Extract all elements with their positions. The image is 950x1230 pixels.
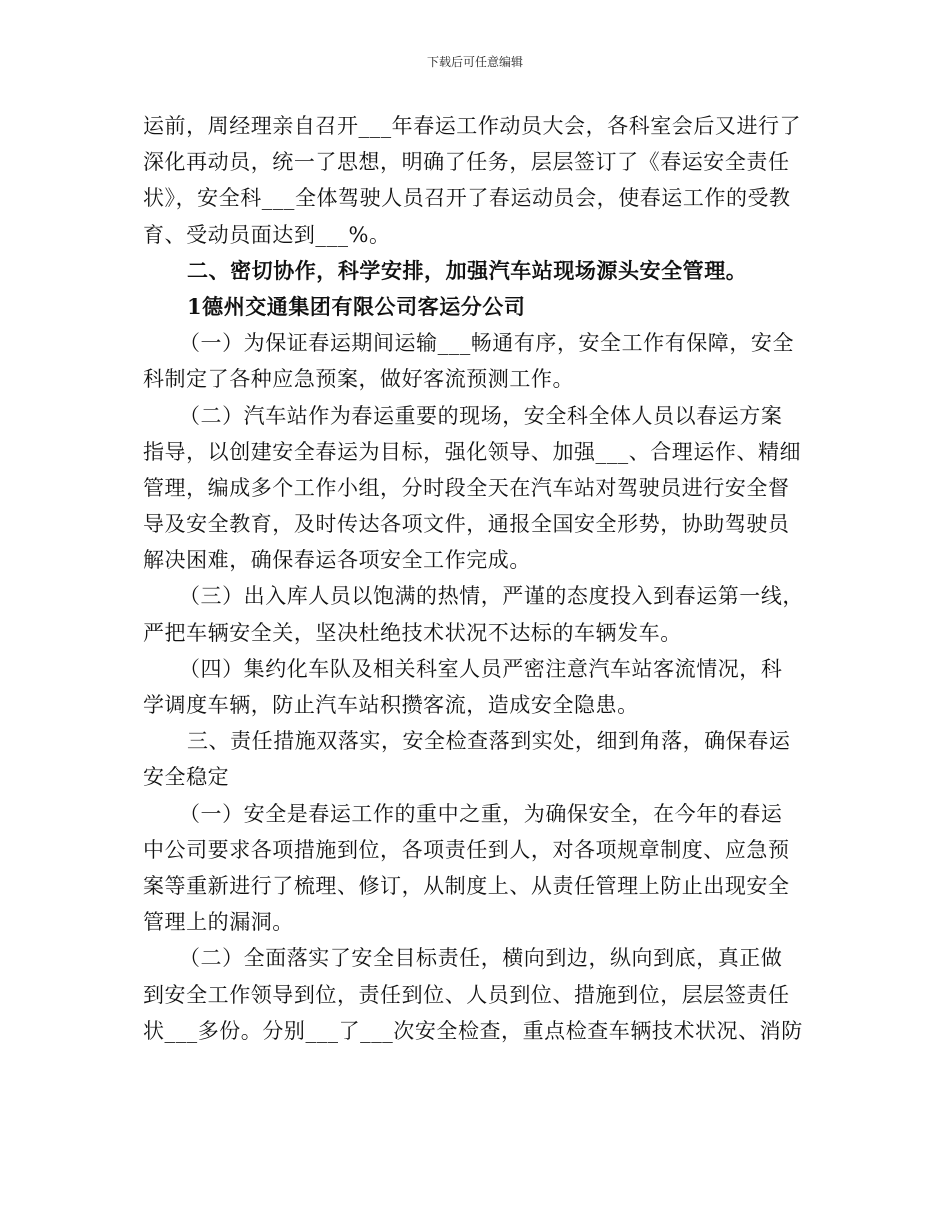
section-heading-2: 二、密切协作，科学安排，加强汽车站现场源头安全管理。 [187,257,748,283]
text-line: 学调度车辆，防止汽车站积攒客流，造成安全隐患。 [143,693,639,717]
text-line: 解决困难，确保春运各项安全工作完成。 [143,548,531,573]
paragraph-start: （三）出入库人员以饱满的热情，严谨的态度投入到春运第一线， [179,584,804,609]
text-line: 状》，安全科___全体驾驶人员召开了春运动员会，使春运工作的受教 [143,186,791,211]
paragraph-start: （四）集约化车队及相关科室人员严密注意汽车站客流情况，科 [179,656,783,681]
text-line: 状___多份。分别___了___次安全检查，重点检查车辆技术状况、消防 [143,1018,803,1043]
text-line: 安全稳定 [143,765,230,790]
paragraph-start: （二）汽车站作为春运重要的现场，安全科全体人员以春运方案 [179,403,783,428]
text-line: 管理，编成多个工作小组，分时段全天在汽车站对驾驶员进行安全督 [143,475,790,500]
paragraph-start: （一）为保证春运期间运输___畅通有序，安全工作有保障，安全 [179,331,794,356]
text-line: 案等重新进行了梳理、修订，从制度上、从责任管理上防止出现安全 [143,873,790,898]
text-line: 中公司要求各项措施到位，各项责任到人，对各项规章制度、应急预 [143,837,790,862]
text-line: 管理上的漏洞。 [143,910,294,935]
section-heading-3: 三、责任措施双落实，安全检查落到实处，细到角落，确保春运 [187,729,791,754]
subsection-heading: 1德州交通集团有限公司客运分公司 [187,293,526,319]
text-line: 导及安全教育，及时传达各项文件，通报全国安全形势，协助驾驶员 [143,512,790,537]
text-line: 科制定了各种应急预案，做好客流预测工作。 [143,367,574,392]
text-line: 育、受动员面达到___%。 [143,222,391,247]
text-line: 深化再动员，统一了思想，明确了任务，层层签订了《春运安全责任 [143,150,790,175]
text-line: 严把车辆安全关，坚决杜绝技术状况不达标的车辆发车。 [143,620,682,645]
page-header: 下载后可任意编辑 [426,55,523,69]
text-line: 指导，以创建安全春运为目标，强化领导、加强___、合理运作、精细 [143,439,802,464]
text-line: 运前，周经理亲自召开___年春运工作动员大会，各科室会后又进行了 [143,114,802,138]
paragraph-start: （一）安全是春运工作的重中之重，为确保安全，在今年的春运 [179,801,783,826]
text-line: 到安全工作领导到位，责任到位、人员到位、措施到位，层层签责任 [143,982,790,1007]
document-body [143,108,807,1049]
paragraph-start: （二）全面落实了安全目标责任，横向到边，纵向到底，真正做 [179,946,783,971]
